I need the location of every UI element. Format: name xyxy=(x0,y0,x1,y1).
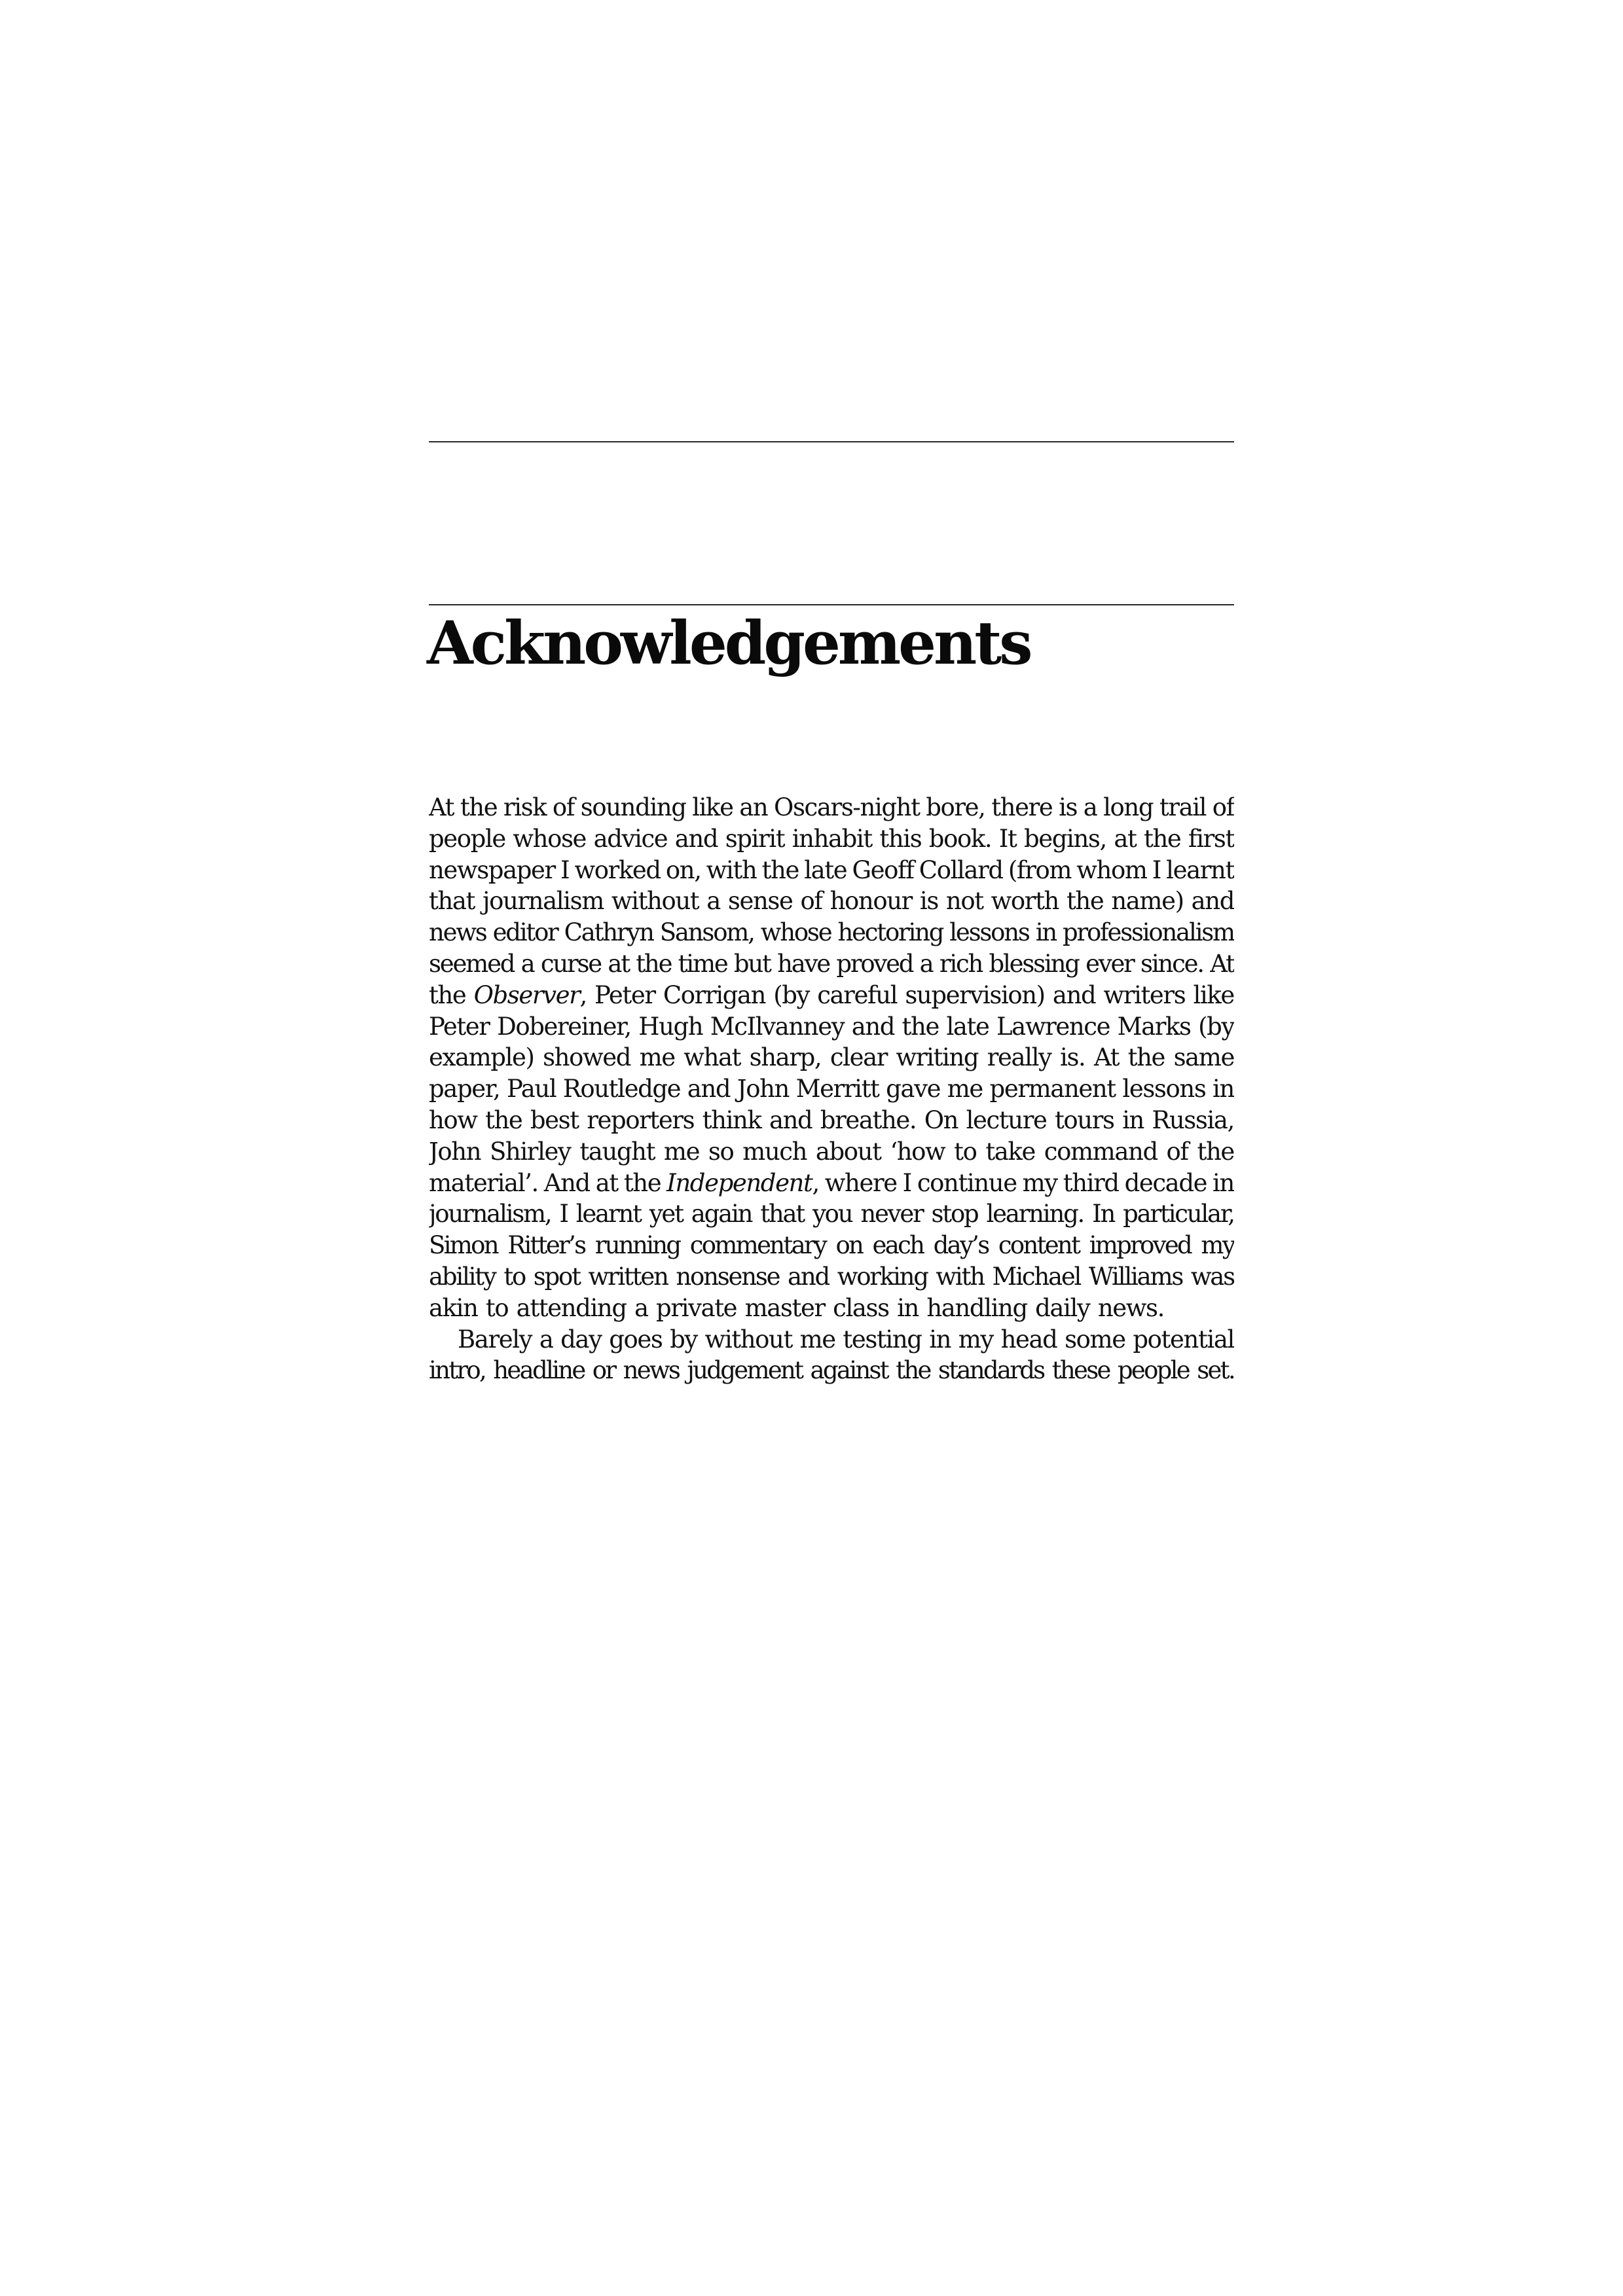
top-rule xyxy=(429,441,1234,442)
paragraph-2-line: Barely a day goes by without me testing in my head some potential xyxy=(458,1325,1234,1354)
paragraph-1-line: people whose advice and spirit inhabit this book. It begins, at the first xyxy=(429,824,1234,853)
paragraph-1-line: the Observer, Peter Corrigan (by careful supervision) and writers like xyxy=(429,980,1234,1009)
body-text xyxy=(429,792,1234,1386)
paragraph-1-line: example) showed me what sharp, clear writing really is. At the same xyxy=(429,1043,1234,1072)
paragraph-1-line: ability to spot written nonsense and working with Michael Williams was xyxy=(429,1262,1234,1291)
paragraph-1-line: Peter Dobereiner, Hugh McIlvanney and the late Lawrence Marks (by xyxy=(429,1012,1234,1041)
paragraph-1-line: journalism, I learnt yet again that you never stop learning. In particular, xyxy=(429,1200,1234,1229)
paragraph-1-line: newspaper I worked on, with the late Geoff Collard (from whom I learnt xyxy=(429,855,1234,884)
paragraph-1-line: that journalism without a sense of honour is not worth the name) and xyxy=(429,887,1234,916)
paragraph-1-line: Simon Ritter’s running commentary on each day’s content improved my xyxy=(429,1231,1234,1260)
paragraph-2-line: intro, headline or news judgement against the standards these people set. xyxy=(429,1356,1234,1385)
paragraph-1-line: news editor Cathryn Sansom, whose hectoring lessons in professionalism xyxy=(429,918,1234,947)
paragraph-1-line: At the risk of sounding like an Oscars-night bore, there is a long trail of xyxy=(429,793,1234,821)
paragraph-1-line: material’. And at the Independent, where I continue my third decade in xyxy=(429,1168,1234,1197)
paragraph-1-line: how the best reporters think and breathe. On lecture tours in Russia, xyxy=(429,1105,1234,1134)
paragraph-1-line: seemed a curse at the time but have proved a rich blessing ever since. At xyxy=(429,949,1234,978)
paragraph-1-line: John Shirley taught me so much about ‘how to take command of the xyxy=(429,1137,1234,1166)
chapter-title: Acknowledgements xyxy=(427,609,1030,678)
paragraph-1-line: paper, Paul Routledge and John Merritt gave me permanent lessons in xyxy=(429,1075,1234,1103)
paragraph-1-line: akin to attending a private master class in handling daily news. xyxy=(429,1293,1164,1322)
